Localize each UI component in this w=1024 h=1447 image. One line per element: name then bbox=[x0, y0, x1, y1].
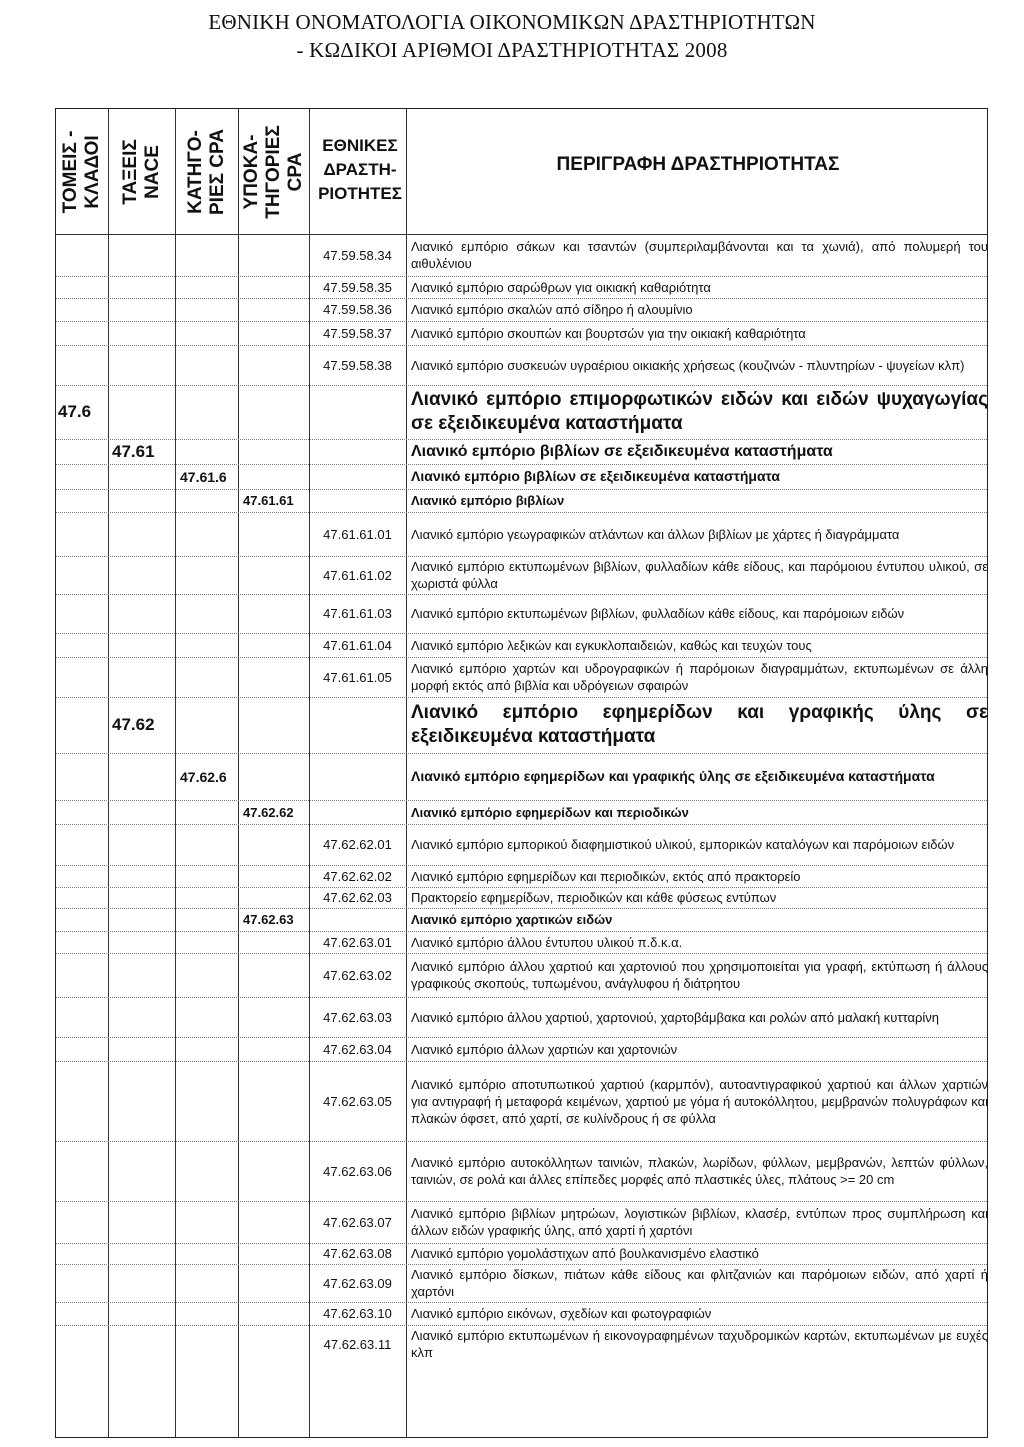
activity-description: Λιανικό εμπόριο εφημερίδων και γραφικής ύλης σε εξειδικευμένα καταστήματα bbox=[411, 702, 988, 747]
activity-description: Λιανικό εμπόριο χαρτών και υδρογραφικών ή παρόμοιων διαγραμμάτων, εκτυπωμένων σε άλλη μορφή εκτός από βιβλία και υδρόγειων σφαιρών bbox=[411, 661, 988, 693]
national-code: 47.61.61.04 bbox=[323, 637, 392, 653]
activity-description: Λιανικό εμπόριο λεξικών και εγκυκλοπαιδειών, καθώς και τευχών τους bbox=[411, 637, 812, 653]
header-subcategories-cpa: ΥΠΟΚΑ- ΤΗΓΟΡΙΕΣ CPA bbox=[241, 124, 306, 219]
header-classes-nace: ΤΑΞΕΙΣ NACE bbox=[120, 138, 163, 205]
activity-description: Πρακτορείο εφημερίδων, περιοδικών και κάθε φύσεως εντύπων bbox=[411, 890, 777, 905]
table-row bbox=[56, 385, 987, 440]
activity-description: Λιανικό εμπόριο βιβλίων σε εξειδικευμένα καταστήματα bbox=[411, 442, 833, 460]
header-national-activities: ΕΘΝΙΚΕΣ ΔΡΑΣΤΗ- ΡΙΟΤΗΤΕΣ bbox=[318, 136, 402, 203]
activity-description: Λιανικό εμπόριο εφημερίδων και περιοδικών, εκτός από πρακτορείο bbox=[411, 868, 801, 884]
national-code: 47.62.63.07 bbox=[323, 1214, 392, 1230]
table-row bbox=[56, 439, 987, 465]
national-code: 47.62.63.09 bbox=[323, 1275, 392, 1291]
table-row bbox=[56, 753, 987, 801]
table-row bbox=[56, 997, 987, 1038]
table-row bbox=[56, 657, 987, 698]
activity-description: Λιανικό εμπόριο συσκευών υγραέριου οικιακής χρήσεως (κουζινών - πλυντηρίων - ψυγείων κλπ) bbox=[411, 357, 965, 373]
activity-description: Λιανικό εμπόριο αυτοκόλλητων ταινιών, πλακών, λωρίδων, φύλλων, μεμβρανών, λεπτών φύλλων, ταινιών, σε ρολά και άλλες επίπεδες μορφές από πλαστικές ύλες, πλάτους >= 20 cm bbox=[411, 1155, 988, 1187]
table-row bbox=[56, 464, 987, 490]
national-code: 47.62.62.03 bbox=[323, 890, 392, 905]
table-row bbox=[56, 865, 987, 888]
title-line-2: - ΚΩΔΙΚΟΙ ΑΡΙΘΜΟΙ ΔΡΑΣΤΗΡΙΟΤΗΤΑΣ 2008 bbox=[296, 38, 728, 62]
national-code: 47.62.63.08 bbox=[323, 1246, 392, 1261]
activity-description: Λιανικό εμπόριο άλλου χαρτιού, χαρτονιού, χαρτοβάμβακα και ρολών από μαλακή κυτταρίνη bbox=[411, 1009, 940, 1025]
activity-description: Λιανικό εμπόριο άλλου έντυπου υλικού π.δ.κ.α. bbox=[411, 934, 683, 950]
national-code: 47.62.63.11 bbox=[323, 1336, 392, 1352]
table-row bbox=[56, 276, 987, 299]
national-code: 47.59.58.37 bbox=[323, 325, 392, 341]
class-code: 47.61 bbox=[112, 441, 155, 461]
activity-description: Λιανικό εμπόριο εκτυπωμένων βιβλίων, φυλλαδίων κάθε είδους, και παρόμοιων ειδών bbox=[411, 606, 905, 621]
table-row bbox=[56, 887, 987, 909]
activity-description: Λιανικό εμπόριο βιβλίων σε εξειδικευμένα καταστήματα bbox=[411, 468, 781, 484]
activity-description: Λιανικό εμπόριο σαρώθρων για οικιακή καθαριότητα bbox=[411, 279, 711, 295]
table-row bbox=[56, 594, 987, 634]
table-row bbox=[56, 1325, 987, 1363]
activity-description: Λιανικό εμπόριο αποτυπωτικού χαρτιού (καρμπόν), αυτοαντιγραφικού χαρτιού και άλλων χαρτιών για αντιγραφή ή μεταφορά κειμένων, χαρτιού με γόμα ή αυτοκόλλητου, μεμβρανών πολυγράφων και πλακών όφσετ, από χαρτί, σε κυλίνδρους ή σε φύλλα bbox=[411, 1076, 988, 1126]
table-row bbox=[56, 1141, 987, 1202]
table-row bbox=[56, 512, 987, 557]
activity-description: Λιανικό εμπόριο δίσκων, πιάτων κάθε είδους και φλιτζανιών και παρόμοιων ειδών, από χαρτί ή χαρτόνι bbox=[411, 1267, 988, 1299]
national-code: 47.62.63.10 bbox=[323, 1306, 392, 1321]
table-row bbox=[56, 908, 987, 932]
activity-description: Λιανικό εμπόριο εκτυπωμένων βιβλίων, φυλλαδίων κάθε είδους, και παρόμοιου έντυπου υλικού, σε χωριστά φύλλα bbox=[411, 559, 988, 591]
table-row bbox=[56, 298, 987, 322]
national-code: 47.61.61.03 bbox=[323, 606, 392, 621]
table-row bbox=[56, 345, 987, 386]
table-row bbox=[56, 234, 987, 277]
national-code: 47.62.63.02 bbox=[323, 967, 392, 983]
national-code: 47.62.63.03 bbox=[323, 1009, 392, 1025]
national-code: 47.59.58.35 bbox=[323, 279, 392, 295]
activity-description: Λιανικό εμπόριο σκαλών από σίδηρο ή αλουμίνιο bbox=[411, 302, 693, 317]
classification-table bbox=[55, 108, 988, 1438]
header-description: ΠΕΡΙΓΡΑΦΗ ΔΡΑΣΤΗΡΙΟΤΗΤΑΣ bbox=[556, 154, 840, 175]
header-sectors: ΤΟΜΕΙΣ - ΚΛΑΔΟΙ bbox=[60, 130, 103, 213]
activity-description: Λιανικό εμπόριο εικόνων, σχεδίων και φωτογραφιών bbox=[411, 1306, 712, 1321]
table-row bbox=[56, 489, 987, 513]
table-row bbox=[56, 1037, 987, 1062]
document-title bbox=[0, 8, 1024, 64]
table-row bbox=[56, 1201, 987, 1244]
category-code: 47.61.6 bbox=[180, 468, 227, 485]
table-row bbox=[56, 953, 987, 998]
national-code: 47.62.63.06 bbox=[323, 1163, 392, 1179]
table-row bbox=[56, 824, 987, 866]
table-row bbox=[56, 1302, 987, 1326]
national-code: 47.59.58.36 bbox=[323, 302, 392, 317]
subcategory-code: 47.62.63 bbox=[243, 912, 294, 927]
activity-description: Λιανικό εμπόριο γομολάστιχων από βουλκανισμένο ελαστικό bbox=[411, 1246, 759, 1261]
table-row bbox=[56, 1061, 987, 1142]
national-code: 47.62.62.01 bbox=[323, 837, 392, 852]
sector-code: 47.6 bbox=[58, 402, 92, 421]
table-row bbox=[56, 1264, 987, 1303]
table-row bbox=[56, 633, 987, 658]
national-code: 47.61.61.01 bbox=[323, 526, 392, 542]
activity-description: Λιανικό εμπόριο εκτυπωμένων ή εικονογραφημένων ταχυδρομικών καρτών, εκτυπωμένων με ευχές κλπ bbox=[411, 1328, 988, 1360]
subcategory-code: 47.61.61 bbox=[243, 493, 294, 508]
activity-description: Λιανικό εμπόριο εφημερίδων και περιοδικών bbox=[411, 804, 689, 820]
table-row bbox=[56, 800, 987, 825]
header-categories-cpa: ΚΑΤΗΓΟ- ΡΙΕΣ CPA bbox=[185, 128, 228, 215]
activity-description: Λιανικό εμπόριο εφημερίδων και γραφικής ύλης σε εξειδικευμένα καταστήματα bbox=[411, 768, 935, 784]
table-row bbox=[56, 1243, 987, 1265]
table-row bbox=[56, 556, 987, 595]
activity-description: Λιανικό εμπόριο χαρτικών ειδών bbox=[411, 912, 613, 927]
category-code: 47.62.6 bbox=[180, 768, 227, 785]
national-code: 47.59.58.38 bbox=[323, 357, 392, 373]
activity-description: Λιανικό εμπόριο άλλων χαρτιών και χαρτονιών bbox=[411, 1041, 678, 1057]
table-row bbox=[56, 931, 987, 954]
national-code: 47.62.63.05 bbox=[323, 1093, 392, 1109]
table-row bbox=[56, 321, 987, 346]
activity-description: Λιανικό εμπόριο επιμορφωτικών ειδών και ειδών ψυχαγωγίας σε εξειδικευμένα καταστήματα bbox=[411, 389, 988, 434]
national-code: 47.62.63.04 bbox=[323, 1041, 392, 1057]
title-line-1: ΕΘΝΙΚΗ ΟΝΟΜΑΤΟΛΟΓΙΑ ΟΙΚΟΝΟΜΙΚΩΝ ΔΡΑΣΤΗΡΙΟΤΗΤΩΝ bbox=[208, 10, 816, 34]
table-row bbox=[56, 697, 987, 754]
activity-description: Λιανικό εμπόριο βιβλίων bbox=[411, 493, 565, 508]
class-code: 47.62 bbox=[112, 715, 155, 734]
subcategory-code: 47.62.62 bbox=[243, 804, 294, 820]
national-code: 47.61.61.05 bbox=[323, 669, 392, 685]
national-code: 47.59.58.34 bbox=[323, 247, 392, 263]
national-code: 47.62.62.02 bbox=[323, 868, 392, 884]
activity-description: Λιανικό εμπόριο εμπορικού διαφημιστικού υλικού, εμπορικών καταλόγων και παρόμοιων ειδών bbox=[411, 837, 955, 852]
activity-description: Λιανικό εμπόριο βιβλίων μητρώων, λογιστικών βιβλίων, κλασέρ, εντύπων προς συμπλήρωση και άλλων ειδών γραφικής ύλης, από χαρτί ή χαρτόνι bbox=[411, 1206, 988, 1238]
national-code: 47.61.61.02 bbox=[323, 567, 392, 583]
activity-description: Λιανικό εμπόριο γεωγραφικών ατλάντων και άλλων βιβλίων με χάρτες ή διαγράμματα bbox=[411, 526, 900, 542]
activity-description: Λιανικό εμπόριο σκουπών και βουρτσών για την οικιακή καθαριότητα bbox=[411, 325, 806, 341]
national-code: 47.62.63.01 bbox=[323, 934, 392, 950]
activity-description: Λιανικό εμπόριο άλλου χαρτιού και χαρτονιού που χρησιμοποιείται για γραφή, εκτύπωση ή άλλους γραφικούς σκοπούς, τυπωμένου, ανάγλυφου ή διάτρητου bbox=[411, 959, 988, 991]
activity-description: Λιανικό εμπόριο σάκων και τσαντών (συμπεριλαμβάνονται και τα χωνιά), από πολυμερή του αιθυλένιου bbox=[411, 239, 988, 271]
